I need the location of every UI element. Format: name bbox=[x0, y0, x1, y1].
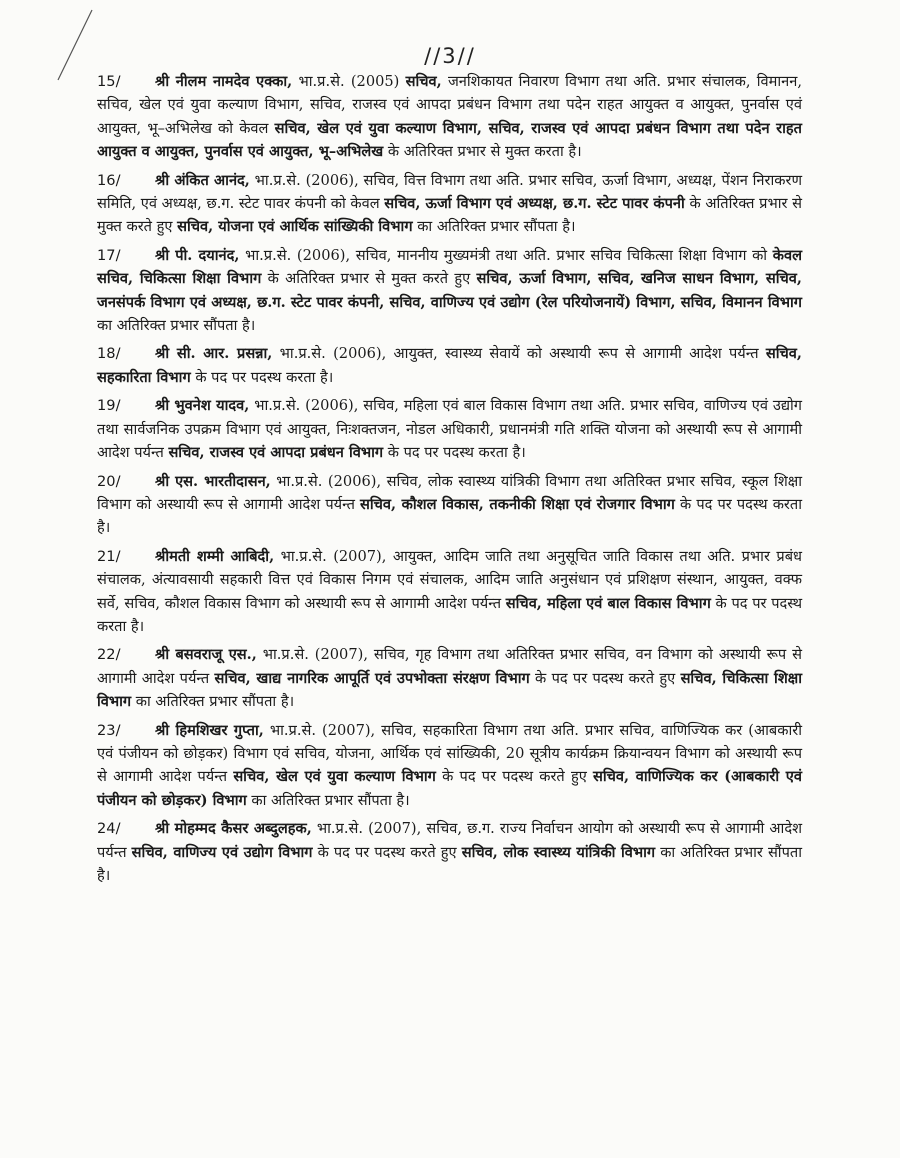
order-text: का अतिरिक्त प्रभार सौंपता है। bbox=[97, 843, 802, 884]
order-text: का अतिरिक्त प्रभार सौंपता है। bbox=[246, 791, 410, 809]
order-text: जनशिकायत निवारण विभाग तथा अति. प्रभार संचालक, विमानन, सचिव, खेल एवं युवा कल्याण विभाग, सचिव, राजस्व एवं आपदा प्रबंधन विभाग तथा पदेन राहत आयुक्त व आयुक्त, पुनर्वास एवं आयुक्त, भू–अभिलेख को केवल bbox=[97, 73, 802, 137]
highlighted-post-text: केवल सचिव, चिकित्सा शिक्षा विभाग bbox=[97, 246, 802, 288]
officer-name: श्री अंकित आनंद, bbox=[155, 171, 250, 189]
highlighted-post-text: सचिव, bbox=[405, 73, 442, 90]
officer-name: श्री बसवराजू एस., bbox=[155, 646, 257, 664]
order-text: भा.प्र.से. (2005) bbox=[292, 73, 406, 90]
order-entry bbox=[97, 244, 802, 338]
order-entry bbox=[97, 394, 802, 464]
order-text: के अतिरिक्त प्रभार से मुक्त करते हुए bbox=[261, 270, 477, 288]
highlighted-post-text: सचिव, लोक स्वास्थ्य यांत्रिकी विभाग bbox=[461, 843, 656, 861]
highlighted-post-text: सचिव, खेल एवं युवा कल्याण विभाग, सचिव, राजस्व एवं आपदा प्रबंधन विभाग तथा पदेन राहत आयुक्त व आयुक्त, पुनर्वास एवं आयुक्त, भू–अभिलेख bbox=[97, 119, 802, 161]
order-text: के पद पर पदस्थ करते हुए bbox=[435, 768, 593, 786]
order-entry bbox=[97, 470, 802, 540]
entry-number: 16/ bbox=[97, 171, 121, 189]
highlighted-post-text: सचिव, वाणिज्य एवं उद्योग विभाग bbox=[131, 843, 313, 861]
order-text: भा.प्र.से. (2006), सचिव, लोक स्वास्थ्य यांत्रिकी विभाग तथा अतिरिक्त प्रभार सचिव, स्कूल शिक्षा विभाग को अस्थायी रूप से आगामी आदेश पर्यन्त bbox=[97, 472, 802, 513]
highlighted-post-text: सचिव, वाणिज्यिक कर (आबकारी एवं पंजीयन को छोड़कर) विभाग bbox=[97, 768, 802, 809]
page-number: //3// bbox=[424, 44, 476, 68]
order-entry bbox=[97, 545, 802, 639]
order-text: भा.प्र.से. (2007), सचिव, छ.ग. राज्य निर्वाचन आयोग को अस्थायी रूप से आगामी आदेश पर्यन्त bbox=[97, 820, 802, 861]
order-text: के अतिरिक्त प्रभार से मुक्त करते हुए bbox=[97, 195, 802, 236]
order-document-body bbox=[97, 70, 802, 892]
order-text: के पद पर पदस्थ करता है। bbox=[383, 444, 526, 462]
order-text: भा.प्र.से. (2007), आयुक्त, आदिम जाति तथा अनुसूचित जाति विकास तथा अति. प्रभार प्रबंध संचालक, अंत्यावसायी सहकारी वित्त एवं विकास निगम एवं संचालक, आदिम जाति अनुसंधान एवं प्रशिक्षण संस्थान, आयुक्त, वक्फ सर्वे, सचिव, कौशल विकास विभाग को अस्थायी रूप से आगामी आदेश पर्यन्त bbox=[97, 547, 803, 612]
entry-number: 15/ bbox=[97, 73, 121, 90]
highlighted-post-text: सचिव, चिकित्सा शिक्षा विभाग bbox=[97, 669, 803, 711]
officer-name: श्री मोहम्मद कैसर अब्दुलहक, bbox=[155, 820, 312, 838]
entry-number: 21/ bbox=[97, 547, 121, 565]
order-text: भा.प्र.से. (2006), सचिव, महिला एवं बाल विकास विभाग तथा अति. प्रभार सचिव, वाणिज्य एवं उद्योग तथा सार्वजनिक उपक्रम विभाग एवं आयुक्त, निःशक्तजन, नोडल अधिकारी, प्रधानमंत्री गति शक्ति योजना को अस्थायी रूप से आगामी आदेश पर्यन्त bbox=[97, 397, 803, 462]
highlighted-post-text: सचिव, कौशल विकास, तकनीकी शिक्षा एवं रोजगार विभाग bbox=[360, 495, 675, 513]
highlighted-post-text: सचिव, खाद्य नागरिक आपूर्ति एवं उपभोक्ता संरक्षण विभाग bbox=[214, 669, 530, 687]
officer-name: श्री नीलम नामदेव एक्का, bbox=[155, 73, 293, 90]
order-text: के पद पर पदस्थ करते हुए bbox=[312, 843, 462, 861]
officer-name: श्री एस. भारतीदासन, bbox=[155, 472, 271, 490]
order-text: के अतिरिक्त प्रभार से मुक्त करता है। bbox=[383, 143, 582, 161]
highlighted-post-text: सचिव, महिला एवं बाल विकास विभाग bbox=[505, 594, 711, 612]
highlighted-post-text: सचिव, ऊर्जा विभाग एवं अध्यक्ष, छ.ग. स्टेट पावर कंपनी bbox=[384, 195, 685, 213]
order-text: भा.प्र.से. (2006), आयुक्त, स्वास्थ्य सेवायें को अस्थायी रूप से आगामी आदेश पर्यन्त bbox=[272, 345, 766, 363]
order-entry bbox=[97, 70, 802, 164]
order-entry bbox=[97, 643, 802, 713]
order-text: के पद पर पदस्थ करता है। bbox=[97, 594, 803, 635]
order-entry bbox=[97, 169, 802, 239]
officer-name: श्रीमती शम्मी आबिदी, bbox=[155, 547, 275, 565]
officer-name: श्री पी. दयानंद, bbox=[155, 246, 240, 264]
order-text: का अतिरिक्त प्रभार सौंपता है। bbox=[97, 317, 256, 335]
entry-number: 17/ bbox=[97, 246, 121, 264]
order-text: के पद पर पदस्थ करता है। bbox=[190, 368, 334, 386]
officer-name: श्री हिमशिखर गुप्ता, bbox=[155, 721, 264, 739]
highlighted-post-text: सचिव, ऊर्जा विभाग, सचिव, खनिज साधन विभाग, सचिव, जनसंपर्क विभाग एवं अध्यक्ष, छ.ग. स्टेट पावर कंपनी, सचिव, वाणिज्य एवं उद्योग (रेल परियोजनायें) विभाग, सचिव, विमानन विभाग bbox=[97, 270, 802, 311]
entry-number: 22/ bbox=[97, 646, 121, 664]
order-entry bbox=[97, 342, 802, 389]
officer-name: श्री सी. आर. प्रसन्ना, bbox=[155, 345, 273, 363]
highlighted-post-text: सचिव, राजस्व एवं आपदा प्रबंधन विभाग bbox=[168, 444, 384, 462]
entry-number: 20/ bbox=[97, 472, 121, 490]
order-text: के पद पर पदस्थ करता है। bbox=[97, 495, 802, 537]
order-entry bbox=[97, 817, 802, 887]
highlighted-post-text: सचिव, योजना एवं आर्थिक सांख्यिकी विभाग bbox=[177, 218, 413, 236]
officer-name: श्री भुवनेश यादव, bbox=[155, 397, 250, 415]
highlighted-post-text: सचिव, सहकारिता विभाग bbox=[97, 345, 802, 386]
order-text: के पद पर पदस्थ करते हुए bbox=[529, 669, 681, 687]
highlighted-post-text: सचिव, खेल एवं युवा कल्याण विभाग bbox=[233, 768, 436, 786]
order-text: भा.प्र.से. (2006), सचिव, वित्त विभाग तथा अति. प्रभार सचिव, ऊर्जा विभाग, अध्यक्ष, पेंशन निराकरण समिति, एवं अध्यक्ष, छ.ग. स्टेट पावर कंपनी को केवल bbox=[97, 171, 802, 213]
entry-number: 19/ bbox=[97, 397, 121, 415]
order-text: भा.प्र.से. (2007), सचिव, गृह विभाग तथा अतिरिक्त प्रभार सचिव, वन विभाग को अस्थायी रूप से आगामी आदेश पर्यन्त bbox=[97, 646, 802, 687]
entry-number: 23/ bbox=[97, 721, 121, 739]
entry-number: 24/ bbox=[97, 820, 121, 838]
order-entry bbox=[97, 719, 802, 813]
order-text: का अतिरिक्त प्रभार सौंपता है। bbox=[131, 693, 295, 711]
entry-number: 18/ bbox=[97, 345, 121, 363]
order-text: भा.प्र.से. (2007), सचिव, सहकारिता विभाग तथा अति. प्रभार सचिव, वाणिज्यिक कर (आबकारी एवं पंजीयन को छोड़कर) विभाग एवं सचिव, योजना, आर्थिक एवं सांख्यिकी, 20 सूत्रीय कार्यक्रम क्रियान्वयन विभाग को अस्थायी रूप से आगामी आदेश पर्यन्त bbox=[97, 721, 802, 786]
order-text: भा.प्र.से. (2006), सचिव, माननीय मुख्यमंत्री तथा अति. प्रभार सचिव चिकित्सा शिक्षा विभाग को bbox=[239, 246, 773, 264]
order-text: का अतिरिक्त प्रभार सौंपता है। bbox=[412, 218, 576, 236]
